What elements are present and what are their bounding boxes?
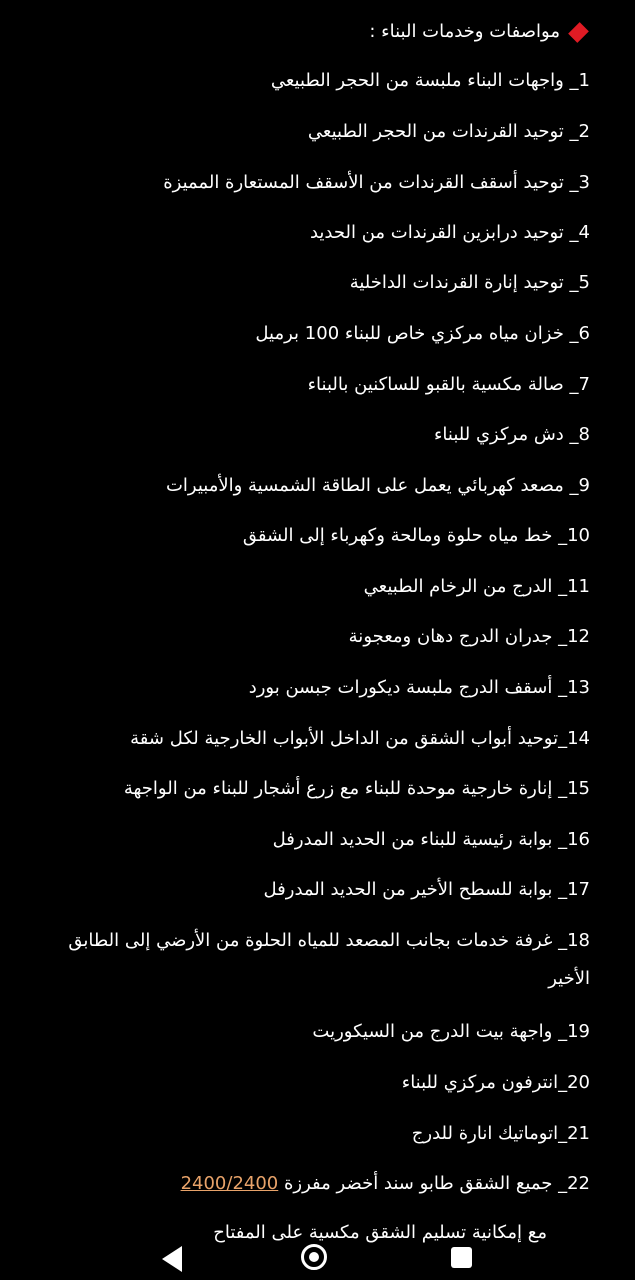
spec-item-17: 17_ بوابة للسطح الأخير من الحديد المدرفل <box>263 879 590 900</box>
delivery-note: مع إمكانية تسليم الشقق مكسية على المفتاح <box>213 1222 547 1243</box>
spec-item-22-link[interactable]: 2400/2400 <box>180 1173 279 1194</box>
spec-item-5: 5_ توحيد إنارة القرندات الداخلية <box>349 272 590 293</box>
spec-item-11: 11_ الدرج من الرخام الطبيعي <box>363 576 590 597</box>
spec-item-10: 10_ خط مياه حلوة ومالحة وكهرباء إلى الشقق <box>242 525 590 546</box>
spec-item-21: 21_اتوماتيك انارة للدرج <box>411 1123 590 1144</box>
spec-item-2: 2_ توحيد القرندات من الحجر الطبيعي <box>307 121 590 142</box>
spec-item-3: 3_ توحيد أسقف القرندات من الأسقف المستعارة المميزة <box>163 172 590 193</box>
spec-item-13: 13_ أسقف الدرج ملبسة ديكورات جبسن بورد <box>248 677 590 698</box>
spec-item-16: 16_ بوابة رئيسية للبناء من الحديد المدرفل <box>272 829 590 850</box>
red-diamond-icon <box>568 22 589 43</box>
spec-item-19: 19_ واجهة بيت الدرج من السيكوريت <box>312 1021 590 1042</box>
spec-item-4: 4_ توحيد درابزين القرندات من الحديد <box>309 222 590 243</box>
spec-item-22-text: 22_ جميع الشقق طابو سند أخضر مفرزة <box>284 1173 590 1194</box>
recents-icon[interactable] <box>451 1247 472 1268</box>
system-navigation-bar <box>0 1240 635 1280</box>
spec-item-7: 7_ صالة مكسية بالقبو للساكنين بالبناء <box>307 374 590 395</box>
back-icon[interactable] <box>162 1246 182 1272</box>
spec-item-22 <box>181 1171 590 1197</box>
spec-item-15: 15_ إنارة خارجية موحدة للبناء مع زرع أشجار للبناء من الواجهة <box>123 778 590 799</box>
spec-item-12: 12_ جدران الدرج دهان ومعجونة <box>348 626 590 647</box>
specs-heading <box>369 18 587 46</box>
heading-text: مواصفات وخدمات البناء : <box>369 21 560 42</box>
spec-item-14: 14_توحيد أبواب الشقق من الداخل الأبواب الخارجية لكل شقة <box>130 728 590 749</box>
spec-item-18: 18_ غرفة خدمات بجانب المصعد للمياه الحلوة من الأرضي إلى الطابق الأخير <box>68 930 590 989</box>
spec-item-6: 6_ خزان مياه مركزي خاص للبناء 100 برميل <box>255 323 590 344</box>
spec-item-20: 20_انترفون مركزي للبناء <box>401 1072 590 1093</box>
spec-item-9: 9_ مصعد كهربائي يعمل على الطاقة الشمسية والأمبيرات <box>165 475 590 496</box>
spec-item-1: 1_ واجهات البناء ملبسة من الحجر الطبيعي <box>270 70 590 91</box>
spec-item-8: 8_ دش مركزي للبناء <box>433 424 590 445</box>
home-icon[interactable] <box>301 1244 327 1270</box>
